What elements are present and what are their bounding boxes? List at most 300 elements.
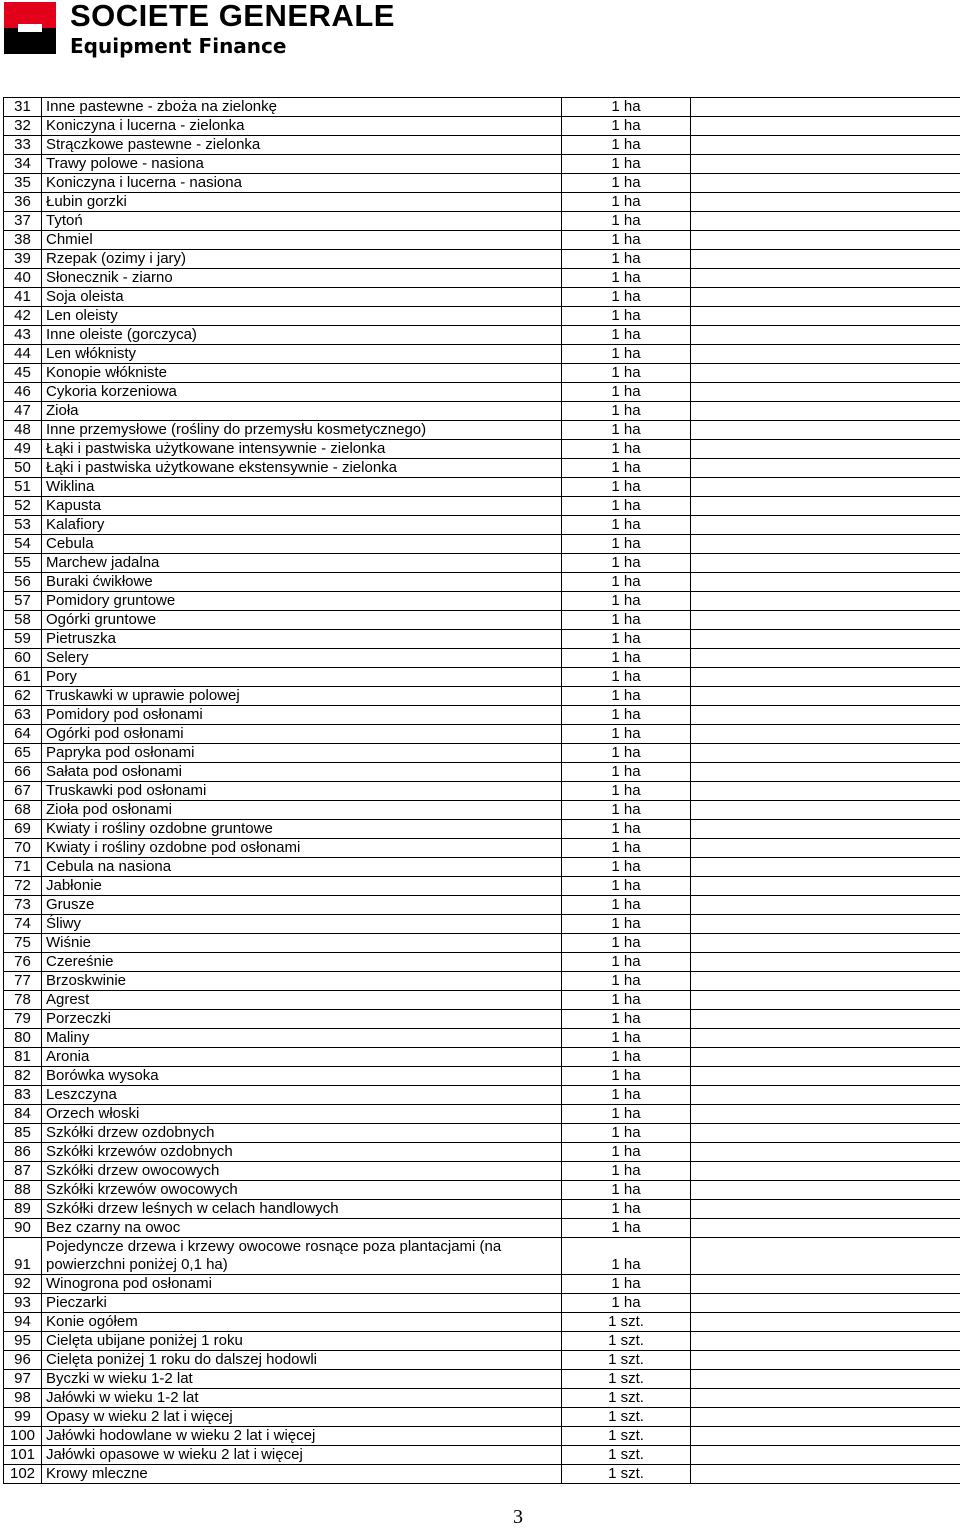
row-number: 34 — [4, 155, 42, 174]
row-number: 81 — [4, 1048, 42, 1067]
row-number: 76 — [4, 953, 42, 972]
table-row — [4, 953, 960, 972]
row-unit: 1 szt. — [562, 1408, 691, 1427]
row-number: 37 — [4, 212, 42, 231]
row-number: 72 — [4, 877, 42, 896]
table-row — [4, 193, 960, 212]
empty-cell — [691, 668, 960, 687]
row-number: 47 — [4, 402, 42, 421]
table-row — [4, 706, 960, 725]
table-row — [4, 877, 960, 896]
empty-cell — [691, 250, 960, 269]
row-unit: 1 ha — [562, 231, 691, 250]
table-row — [4, 1370, 960, 1389]
table-row — [4, 668, 960, 687]
table-row — [4, 1086, 960, 1105]
row-unit: 1 ha — [562, 193, 691, 212]
table-row — [4, 364, 960, 383]
table-row — [4, 1162, 960, 1181]
table-row — [4, 155, 960, 174]
empty-cell — [691, 1086, 960, 1105]
table-row — [4, 478, 960, 497]
row-name: Marchew jadalna — [42, 554, 562, 573]
empty-cell — [691, 858, 960, 877]
row-number: 71 — [4, 858, 42, 877]
row-number: 68 — [4, 801, 42, 820]
table-row — [4, 1029, 960, 1048]
row-unit: 1 ha — [562, 1010, 691, 1029]
empty-cell — [691, 687, 960, 706]
row-name: Koniczyna i lucerna - zielonka — [42, 117, 562, 136]
row-number: 96 — [4, 1351, 42, 1370]
empty-cell — [691, 592, 960, 611]
table-row — [4, 421, 960, 440]
row-number: 64 — [4, 725, 42, 744]
row-unit: 1 ha — [562, 896, 691, 915]
row-unit: 1 ha — [562, 212, 691, 231]
empty-cell — [691, 896, 960, 915]
empty-cell — [691, 782, 960, 801]
empty-cell — [691, 1427, 960, 1446]
table-row — [4, 896, 960, 915]
row-name: Szkółki drzew ozdobnych — [42, 1124, 562, 1143]
row-name: Szkółki krzewów ozdobnych — [42, 1143, 562, 1162]
table-row — [4, 345, 960, 364]
row-name: Pomidory pod osłonami — [42, 706, 562, 725]
row-unit: 1 ha — [562, 1105, 691, 1124]
row-name: Kwiaty i rośliny ozdobne gruntowe — [42, 820, 562, 839]
table-row — [4, 231, 960, 250]
row-number: 53 — [4, 516, 42, 535]
table-row — [4, 763, 960, 782]
row-name: Konopie włókniste — [42, 364, 562, 383]
table-row — [4, 744, 960, 763]
brand-name: SOCIETE GENERALE — [70, 0, 395, 33]
row-name: Ogórki pod osłonami — [42, 725, 562, 744]
row-number: 41 — [4, 288, 42, 307]
row-unit: 1 ha — [562, 630, 691, 649]
table-row — [4, 801, 960, 820]
row-number: 82 — [4, 1067, 42, 1086]
row-unit: 1 ha — [562, 516, 691, 535]
row-name: Zioła pod osłonami — [42, 801, 562, 820]
row-number: 102 — [4, 1465, 42, 1484]
table-row — [4, 326, 960, 345]
table-row — [4, 1181, 960, 1200]
table-row — [4, 136, 960, 155]
row-unit: 1 ha — [562, 250, 691, 269]
page-number: 3 — [513, 1506, 523, 1528]
table-row — [4, 592, 960, 611]
row-unit: 1 ha — [562, 649, 691, 668]
table-row — [4, 1408, 960, 1427]
row-name: Grusze — [42, 896, 562, 915]
empty-cell — [691, 1143, 960, 1162]
empty-cell — [691, 307, 960, 326]
row-unit: 1 ha — [562, 953, 691, 972]
row-number: 43 — [4, 326, 42, 345]
row-name: Chmiel — [42, 231, 562, 250]
table-row — [4, 725, 960, 744]
row-unit: 1 ha — [562, 402, 691, 421]
row-number: 40 — [4, 269, 42, 288]
table-row — [4, 1238, 960, 1275]
table-row — [4, 1313, 960, 1332]
row-name: Strączkowe pastewne - zielonka — [42, 136, 562, 155]
row-number: 45 — [4, 364, 42, 383]
empty-cell — [691, 1446, 960, 1465]
row-name: Szkółki drzew leśnych w celach handlowych — [42, 1200, 562, 1219]
empty-cell — [691, 535, 960, 554]
empty-cell — [691, 497, 960, 516]
table-row — [4, 1200, 960, 1219]
table-row — [4, 1389, 960, 1408]
row-name: Łubin gorzki — [42, 193, 562, 212]
table-row — [4, 307, 960, 326]
empty-cell — [691, 1465, 960, 1484]
row-number: 93 — [4, 1294, 42, 1313]
row-name: Cebula na nasiona — [42, 858, 562, 877]
row-number: 60 — [4, 649, 42, 668]
row-name: Papryka pod osłonami — [42, 744, 562, 763]
row-name: Sałata pod osłonami — [42, 763, 562, 782]
empty-cell — [691, 1351, 960, 1370]
table-row — [4, 1351, 960, 1370]
row-unit: 1 ha — [562, 440, 691, 459]
table-row — [4, 839, 960, 858]
empty-cell — [691, 1389, 960, 1408]
row-number: 48 — [4, 421, 42, 440]
row-name: Leszczyna — [42, 1086, 562, 1105]
row-number: 38 — [4, 231, 42, 250]
row-unit: 1 ha — [562, 1124, 691, 1143]
row-unit: 1 ha — [562, 307, 691, 326]
empty-cell — [691, 1200, 960, 1219]
row-unit: 1 ha — [562, 915, 691, 934]
empty-cell — [691, 364, 960, 383]
empty-cell — [691, 1029, 960, 1048]
table-row — [4, 174, 960, 193]
row-number: 55 — [4, 554, 42, 573]
table-row — [4, 1294, 960, 1313]
row-unit: 1 ha — [562, 687, 691, 706]
row-unit: 1 ha — [562, 877, 691, 896]
table-row — [4, 212, 960, 231]
empty-cell — [691, 478, 960, 497]
empty-cell — [691, 725, 960, 744]
row-unit: 1 ha — [562, 1067, 691, 1086]
table-row — [4, 440, 960, 459]
row-name: Winogrona pod osłonami — [42, 1275, 562, 1294]
row-number: 33 — [4, 136, 42, 155]
row-name: Cebula — [42, 535, 562, 554]
table-row — [4, 687, 960, 706]
empty-cell — [691, 763, 960, 782]
row-number: 63 — [4, 706, 42, 725]
row-unit: 1 szt. — [562, 1389, 691, 1408]
row-number: 88 — [4, 1181, 42, 1200]
row-unit: 1 ha — [562, 554, 691, 573]
empty-cell — [691, 1313, 960, 1332]
row-unit: 1 ha — [562, 763, 691, 782]
row-unit: 1 szt. — [562, 1465, 691, 1484]
row-name: Trawy polowe - nasiona — [42, 155, 562, 174]
row-name: Szkółki drzew owocowych — [42, 1162, 562, 1181]
crops-livestock-table — [3, 97, 960, 1484]
row-unit: 1 szt. — [562, 1446, 691, 1465]
empty-cell — [691, 1238, 960, 1275]
row-name: Jabłonie — [42, 877, 562, 896]
row-name: Inne przemysłowe (rośliny do przemysłu kosmetycznego) — [42, 421, 562, 440]
row-unit: 1 ha — [562, 1086, 691, 1105]
empty-cell — [691, 174, 960, 193]
row-unit: 1 ha — [562, 383, 691, 402]
row-unit: 1 ha — [562, 611, 691, 630]
row-unit: 1 ha — [562, 1219, 691, 1238]
table-row — [4, 117, 960, 136]
empty-cell — [691, 1105, 960, 1124]
row-number: 54 — [4, 535, 42, 554]
row-number: 35 — [4, 174, 42, 193]
table-row — [4, 1143, 960, 1162]
empty-cell — [691, 1067, 960, 1086]
row-unit: 1 ha — [562, 934, 691, 953]
row-unit: 1 ha — [562, 1200, 691, 1219]
row-unit: 1 ha — [562, 345, 691, 364]
row-name: Inne pastewne - zboża na zielonkę — [42, 98, 562, 117]
row-number: 59 — [4, 630, 42, 649]
societe-generale-logo — [4, 2, 464, 58]
row-number: 70 — [4, 839, 42, 858]
empty-cell — [691, 193, 960, 212]
row-name: Jałówki hodowlane w wieku 2 lat i więcej — [42, 1427, 562, 1446]
table-row — [4, 972, 960, 991]
brand-subtitle: Equipment Finance — [70, 34, 287, 58]
row-name: Kalafiory — [42, 516, 562, 535]
row-number: 101 — [4, 1446, 42, 1465]
row-name: Truskawki w uprawie polowej — [42, 687, 562, 706]
row-unit: 1 ha — [562, 725, 691, 744]
row-name: Koniczyna i lucerna - nasiona — [42, 174, 562, 193]
row-unit: 1 szt. — [562, 1332, 691, 1351]
row-unit: 1 ha — [562, 858, 691, 877]
row-unit: 1 ha — [562, 136, 691, 155]
row-name: Aronia — [42, 1048, 562, 1067]
row-name: Zioła — [42, 402, 562, 421]
row-unit: 1 ha — [562, 820, 691, 839]
table-row — [4, 915, 960, 934]
row-number: 36 — [4, 193, 42, 212]
row-name: Pietruszka — [42, 630, 562, 649]
table-row — [4, 649, 960, 668]
row-name: Wiklina — [42, 478, 562, 497]
row-number: 44 — [4, 345, 42, 364]
row-number: 91 — [4, 1238, 42, 1275]
row-number: 80 — [4, 1029, 42, 1048]
row-name: Łąki i pastwiska użytkowane ekstensywnie - zielonka — [42, 459, 562, 478]
row-number: 86 — [4, 1143, 42, 1162]
empty-cell — [691, 1219, 960, 1238]
row-unit: 1 ha — [562, 535, 691, 554]
row-number: 97 — [4, 1370, 42, 1389]
row-name: Soja oleista — [42, 288, 562, 307]
row-name: Truskawki pod osłonami — [42, 782, 562, 801]
row-unit: 1 ha — [562, 1029, 691, 1048]
row-name: Byczki w wieku 1-2 lat — [42, 1370, 562, 1389]
row-name: Selery — [42, 649, 562, 668]
row-name: Cielęta ubijane poniżej 1 roku — [42, 1332, 562, 1351]
row-number: 69 — [4, 820, 42, 839]
table-row — [4, 554, 960, 573]
row-name: Kwiaty i rośliny ozdobne pod osłonami — [42, 839, 562, 858]
table-row — [4, 573, 960, 592]
empty-cell — [691, 516, 960, 535]
empty-cell — [691, 820, 960, 839]
empty-cell — [691, 1010, 960, 1029]
empty-cell — [691, 117, 960, 136]
row-number: 98 — [4, 1389, 42, 1408]
row-name: Agrest — [42, 991, 562, 1010]
row-name: Pory — [42, 668, 562, 687]
row-number: 77 — [4, 972, 42, 991]
empty-cell — [691, 573, 960, 592]
row-number: 99 — [4, 1408, 42, 1427]
empty-cell — [691, 440, 960, 459]
row-number: 56 — [4, 573, 42, 592]
row-number: 57 — [4, 592, 42, 611]
row-name: Jałówki opasowe w wieku 2 lat i więcej — [42, 1446, 562, 1465]
row-number: 65 — [4, 744, 42, 763]
row-number: 51 — [4, 478, 42, 497]
row-unit: 1 szt. — [562, 1370, 691, 1389]
row-name: Pojedyncze drzewa i krzewy owocowe rosnące poza plantacjami (na powierzchni poniżej 0,1 ha) — [42, 1238, 562, 1275]
row-number: 73 — [4, 896, 42, 915]
empty-cell — [691, 269, 960, 288]
row-name: Bez czarny na owoc — [42, 1219, 562, 1238]
row-unit: 1 ha — [562, 668, 691, 687]
empty-cell — [691, 915, 960, 934]
row-unit: 1 ha — [562, 364, 691, 383]
row-unit: 1 ha — [562, 117, 691, 136]
table-row — [4, 1124, 960, 1143]
row-number: 58 — [4, 611, 42, 630]
empty-cell — [691, 1181, 960, 1200]
empty-cell — [691, 630, 960, 649]
row-number: 85 — [4, 1124, 42, 1143]
table-row — [4, 934, 960, 953]
row-name: Buraki ćwikłowe — [42, 573, 562, 592]
row-name: Wiśnie — [42, 934, 562, 953]
empty-cell — [691, 972, 960, 991]
row-name: Maliny — [42, 1029, 562, 1048]
row-unit: 1 ha — [562, 155, 691, 174]
row-name: Cykoria korzeniowa — [42, 383, 562, 402]
row-unit: 1 ha — [562, 1162, 691, 1181]
row-name: Borówka wysoka — [42, 1067, 562, 1086]
row-unit: 1 ha — [562, 497, 691, 516]
row-name: Opasy w wieku 2 lat i więcej — [42, 1408, 562, 1427]
table-row — [4, 1446, 960, 1465]
row-unit: 1 ha — [562, 174, 691, 193]
row-number: 83 — [4, 1086, 42, 1105]
empty-cell — [691, 402, 960, 421]
row-unit: 1 ha — [562, 1181, 691, 1200]
empty-cell — [691, 611, 960, 630]
table-row — [4, 269, 960, 288]
empty-cell — [691, 991, 960, 1010]
row-unit: 1 ha — [562, 592, 691, 611]
row-unit: 1 ha — [562, 269, 691, 288]
row-name: Ogórki gruntowe — [42, 611, 562, 630]
empty-cell — [691, 934, 960, 953]
row-number: 74 — [4, 915, 42, 934]
row-number: 78 — [4, 991, 42, 1010]
row-unit: 1 ha — [562, 326, 691, 345]
row-number: 61 — [4, 668, 42, 687]
table-row — [4, 459, 960, 478]
empty-cell — [691, 801, 960, 820]
table-row — [4, 1275, 960, 1294]
row-unit: 1 ha — [562, 421, 691, 440]
table-row — [4, 782, 960, 801]
empty-cell — [691, 288, 960, 307]
row-name: Szkółki krzewów owocowych — [42, 1181, 562, 1200]
row-name: Brzoskwinie — [42, 972, 562, 991]
row-number: 49 — [4, 440, 42, 459]
row-name: Pieczarki — [42, 1294, 562, 1313]
row-name: Krowy mleczne — [42, 1465, 562, 1484]
row-unit: 1 szt. — [562, 1427, 691, 1446]
empty-cell — [691, 1048, 960, 1067]
row-unit: 1 ha — [562, 1294, 691, 1313]
row-unit: 1 szt. — [562, 1351, 691, 1370]
row-unit: 1 ha — [562, 991, 691, 1010]
empty-cell — [691, 231, 960, 250]
row-number: 95 — [4, 1332, 42, 1351]
table-row — [4, 250, 960, 269]
table-row — [4, 630, 960, 649]
empty-cell — [691, 383, 960, 402]
table-row — [4, 1067, 960, 1086]
row-unit: 1 ha — [562, 782, 691, 801]
row-name: Jałówki w wieku 1-2 lat — [42, 1389, 562, 1408]
empty-cell — [691, 136, 960, 155]
table-row — [4, 516, 960, 535]
row-number: 46 — [4, 383, 42, 402]
row-number: 87 — [4, 1162, 42, 1181]
row-number: 52 — [4, 497, 42, 516]
row-unit: 1 ha — [562, 839, 691, 858]
table-row — [4, 98, 960, 117]
row-name: Len oleisty — [42, 307, 562, 326]
row-number: 39 — [4, 250, 42, 269]
empty-cell — [691, 649, 960, 668]
empty-cell — [691, 1294, 960, 1313]
table-row — [4, 1105, 960, 1124]
row-unit: 1 szt. — [562, 1313, 691, 1332]
table-row — [4, 1219, 960, 1238]
empty-cell — [691, 345, 960, 364]
row-name: Cielęta poniżej 1 roku do dalszej hodowli — [42, 1351, 562, 1370]
row-unit: 1 ha — [562, 744, 691, 763]
row-number: 89 — [4, 1200, 42, 1219]
row-number: 79 — [4, 1010, 42, 1029]
row-name: Śliwy — [42, 915, 562, 934]
table-row — [4, 383, 960, 402]
empty-cell — [691, 839, 960, 858]
row-unit: 1 ha — [562, 1238, 691, 1275]
row-number: 50 — [4, 459, 42, 478]
